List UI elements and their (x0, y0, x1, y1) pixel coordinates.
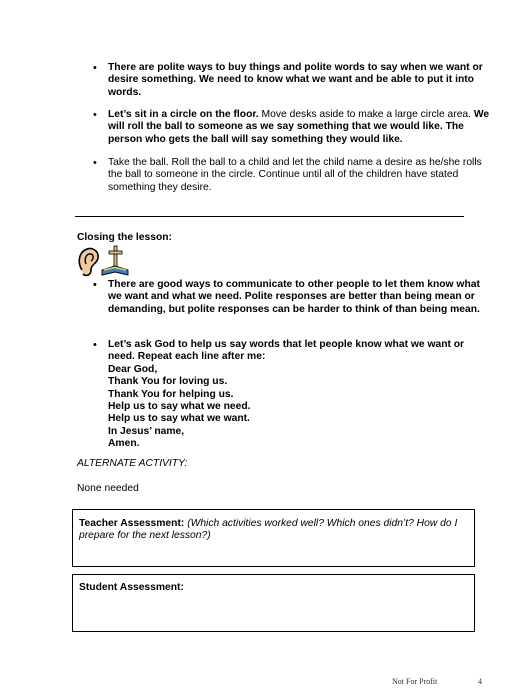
prayer-line: Thank You for helping us. (108, 388, 234, 400)
bullet-bold-lead: Let’s sit in a circle on the floor. (108, 109, 259, 120)
teacher-assessment-label: Teacher Assessment: (79, 518, 185, 529)
closing-icons (76, 244, 132, 280)
prayer-line: Help us to say what we need. (108, 401, 251, 413)
teacher-assessment-box[interactable] (72, 509, 475, 567)
prayer-line: need. Repeat each line after me: (108, 351, 266, 363)
prayer-line: Amen. (108, 438, 140, 450)
bullet-marker: • (93, 157, 97, 169)
bullet-text: There are polite ways to buy things and polite words to say when we want or desire something. We need to know what we want and be able to put it into words. (108, 62, 483, 98)
bullet-take-ball (108, 157, 490, 194)
closing-heading (77, 232, 172, 244)
teacher-assessment-prompt: (Which activities worked well? Which ones didn’t? How do I prepare for the next lesson?) (79, 518, 458, 542)
bullet-text: There are good ways to communicate to other people to let them know what we want and what we need. Polite responses are better than being mean or demanding, but polite responses can be harder to think of than being mean. (108, 279, 480, 315)
ear-icon (79, 249, 98, 276)
bullet-marker: • (93, 62, 97, 74)
bullet-normal-text: Move desks aside to make a large circle area. (258, 109, 474, 120)
page-number: 4 (478, 677, 482, 686)
bullet-good-ways (108, 279, 490, 316)
bullet-text: Take the ball. Roll the ball to a child and let the child name a desire as he/she rolls the ball to someone in the circle. Continue until all of the children have stated something they desire. (108, 157, 482, 193)
student-assessment-box[interactable] (72, 574, 475, 632)
bullet-bold-tail: We will roll the ball to someone as we say something that we would like. The person who gets the ball will say something they would like. (108, 109, 490, 145)
prayer-line: Thank You for loving us. (108, 376, 228, 388)
alternate-heading: ALTERNATE ACTIVITY: (77, 458, 188, 469)
bullet-polite-ways (108, 62, 490, 99)
prayer-line: Help us to say what we want. (108, 413, 250, 425)
prayer-line: Dear God, (108, 363, 158, 375)
bullet-prayer (108, 339, 490, 451)
alternate-text: None needed (77, 483, 139, 494)
prayer-line: In Jesus’ name, (108, 425, 185, 437)
closing-heading-text: Closing the lesson: (77, 232, 172, 243)
bullet-marker: • (93, 339, 97, 351)
bullet-sit-circle (108, 109, 490, 146)
section-divider (75, 216, 464, 217)
bullet-marker: • (93, 279, 97, 291)
cross-on-book-icon (102, 246, 128, 275)
bullet-marker: • (93, 109, 97, 121)
prayer-line: Let’s ask God to help us say words that let people know what we want or (108, 339, 465, 350)
footer-text: Not For Profit (392, 677, 438, 686)
student-assessment-label: Student Assessment: (79, 582, 184, 593)
